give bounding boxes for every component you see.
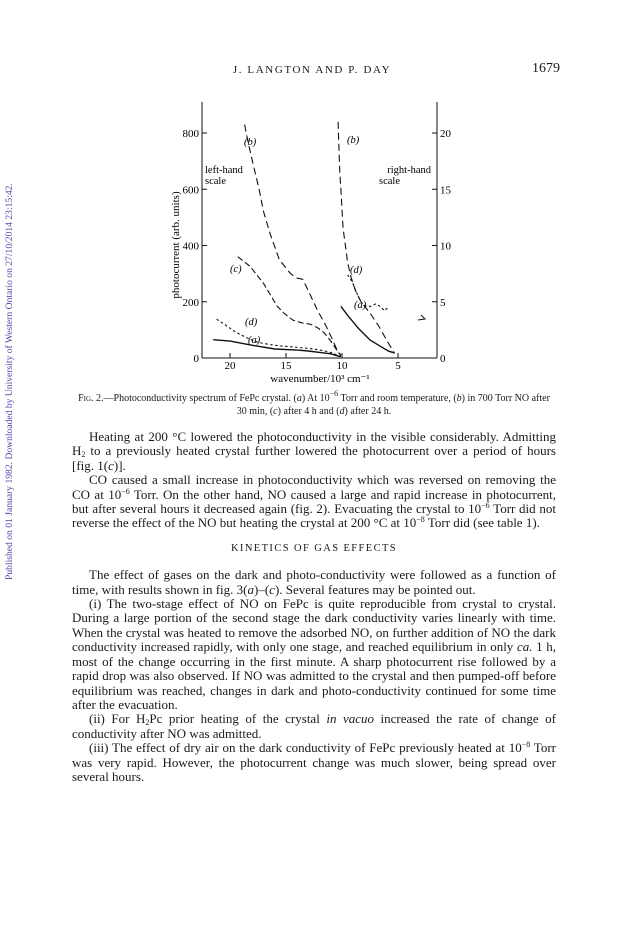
curve-d-right-end-mark (418, 315, 425, 320)
x-tick-label: 10 (336, 360, 348, 372)
curve-label-b-right: (b) (347, 135, 360, 146)
right-scale-note-line2: scale (379, 176, 400, 187)
left-scale-note-line2: scale (205, 176, 226, 187)
curve-b-left (245, 125, 341, 356)
paragraph-point-iii: (iii) The effect of dry air on the dark conductivity of FePc previously heated at $10^{-8}$ Torr was very rapid. However, the photocurrent change was much slower, being spread over several hours. (72, 740, 556, 784)
left-scale-note-line1: left-hand (205, 165, 243, 176)
body-text (72, 430, 556, 784)
right-scale-note-line1: right-hand (387, 165, 431, 176)
caption-text: —Photoconductivity spectrum of FePc crystal. (a) At $10^{-6}$ Torr and room temperature, (b) in 700 Torr NO after 30 min, (c) after 4 h and (d) after 24 h. (103, 389, 550, 417)
paragraph-heating: Heating at 200 °C lowered the photoconductivity in the visible considerably. Admitting $H_2$ to a previously heated crystal further lowered the photocurrent over a period of hours [fig. 1(c)]. (72, 429, 556, 473)
curve-a-left (213, 340, 340, 357)
figure-axes (202, 102, 437, 358)
curve-d-left (217, 319, 341, 356)
download-watermark-text: Published on 01 January 1982. Downloaded by University of Western Ontario on 27/10/2014 23:15:42. (4, 183, 15, 580)
paragraph-point-ii: (ii) For $H_2Pc$ prior heating of the crystal in vacuo increased the rate of change of conductivity after NO was admitted. (72, 711, 556, 741)
right-tick-label: 20 (440, 128, 451, 140)
running-head: J. LANGTON AND P. DAY (232, 64, 392, 76)
right-tick-label: 5 (440, 296, 446, 309)
paragraph-point-i: (i) The two-stage effect of NO on FePc is quite reproducible from crystal to crystal. During a large portion of the second stage the dark conductivity varies linearly with time. When the crystal was heated to remove the adsorbed NO, on further addition of NO the dark conductivity increased rapidly, with only one stage, and reached equilibrium in only ca. 1 h, most of the change occurring in the first minute. A sharp photocurrent rise followed by a rapid drop was also observed. If NO was admitted to the crystal and then pumped-off before equilibrium was reached, changes in dark and photo-conductivity continued for some time after the evacuation. (72, 596, 557, 712)
curve-b-right (338, 122, 395, 354)
curve-a-right (341, 306, 395, 353)
page-number: 1679 (532, 61, 560, 76)
right-tick-label: 10 (440, 240, 451, 253)
x-tick-label: 5 (395, 360, 401, 372)
y-axis-title: photocurrent (arb. units) (170, 191, 182, 299)
figure-caption (72, 389, 556, 418)
curve-label-a-left: (a) (248, 335, 261, 346)
caption-label: Fig. 2. (78, 393, 104, 404)
x-tick-label: 20 (224, 360, 236, 372)
right-tick-label: 15 (440, 184, 451, 197)
curve-label-b-left: (b) (244, 137, 257, 148)
x-axis-title: wavenumber/10³ cm⁻¹ (270, 373, 370, 385)
x-tick-label: 15 (280, 360, 292, 372)
left-tick-label: 0 (193, 353, 199, 365)
left-tick-label: 400 (182, 240, 199, 253)
right-tick-label: 0 (440, 353, 446, 365)
left-tick-label: 800 (182, 128, 199, 140)
curve-label-d-right: (d) (350, 265, 363, 276)
section-heading: KINETICS OF GAS EFFECTS (230, 542, 398, 554)
photoconductivity-figure (0, 0, 624, 392)
left-tick-label: 600 (182, 184, 199, 197)
paragraph-kinetics-intro: The effect of gases on the dark and photo-conductivity were followed as a function of time, with results shown in fig. 3(a)–(c). Several features may be pointed out. (72, 567, 556, 597)
curve-label-a-right: (a) (354, 300, 367, 311)
left-tick-label: 200 (182, 296, 199, 309)
curve-label-c-left: (c) (230, 264, 242, 275)
curve-label-d-left: (d) (245, 317, 258, 328)
paragraph-co-no: CO caused a small increase in photoconductivity which was reversed on removing the CO at $10^{-6}$ Torr. On the other hand, NO caused a large and rapid increase in photocurrent, but after several hours it decreased again (fig. 2). Evacuating the crystal to $10^{-6}$ Torr did not reverse the effect of the NO but heating the crystal at 200 °C at $10^{-8}$ Torr did (see table 1). (72, 472, 556, 531)
